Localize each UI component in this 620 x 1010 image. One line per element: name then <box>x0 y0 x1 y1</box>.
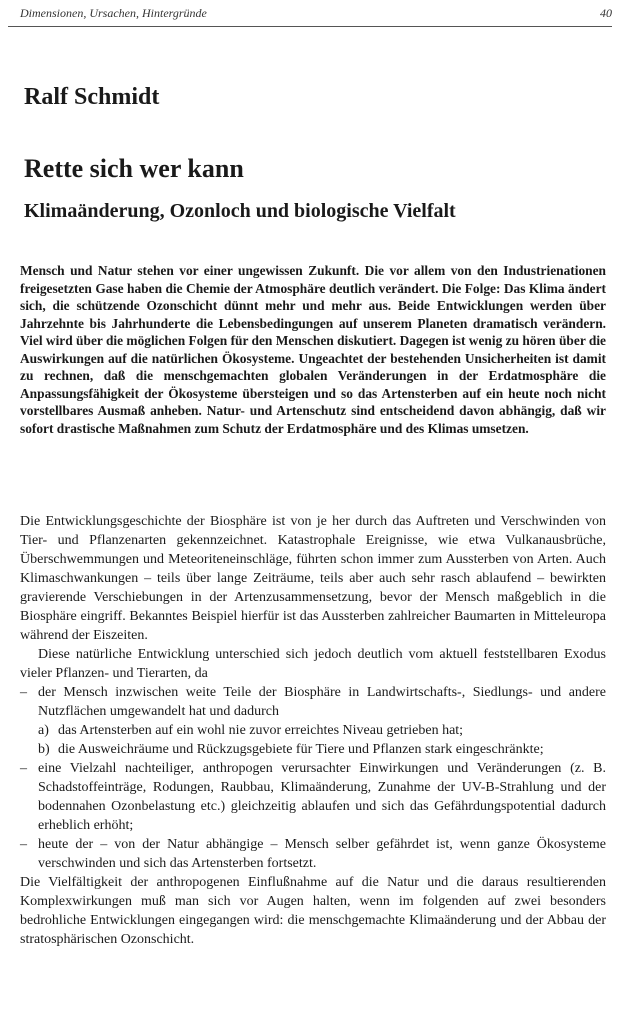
dash-bullet: – <box>20 761 27 776</box>
page-number: 40 <box>600 6 612 20</box>
body-text <box>20 512 606 949</box>
dash-bullet: – <box>20 837 27 852</box>
dash-bullet: – <box>20 685 27 700</box>
list-item <box>20 683 606 721</box>
sub-item-text: die Ausweichräume und Rückzugsgebiete für Tiere und Pflanzen stark eingeschränkte; <box>58 742 544 757</box>
paragraph-1: Die Entwicklungsgeschichte der Biosphäre ist von je her durch das Auftreten und Verschwinden von Tier- und Pflanzenarten gekennzeichnet. Katastrophale Ereignisse, wie etwa Vulkanausbrüche, Überschwemmungen und Meteoriteneinschläge, führten schon immer zum Aussterben von Arten. Auch Klimaschwankungen – teils über lange Zeiträume, teils aber auch sehr rasch ablaufend – bewirkten gravierende Verschiebungen in der Artenzusammensetzung, bevor der Mensch maßgeblich in die Biosphäre eingriff. Bekanntes Beispiel hierfür ist das Aussterben zahlreicher Baumarten in Mitteleuropa während der Eiszeiten. <box>20 514 606 643</box>
paragraph-2: Diese natürliche Entwicklung unterschied sich jedoch deutlich vom aktuell feststellbaren Exodus vieler Pflanzen- und Tierarten, da <box>20 647 606 681</box>
sub-list-item <box>20 740 606 759</box>
sub-list-item <box>20 721 606 740</box>
sub-item-text: das Artensterben auf ein wohl nie zuvor erreichtes Niveau getrieben hat; <box>58 723 464 738</box>
list-item-text: eine Vielzahl nachteiliger, anthropogen verursachter Einwirkungen und Veränderungen (z. B. Schadstoffeinträge, Rodungen, Raubbau, Klimaänderung, Zunahme der UV-B-Strahlung und der bodennahen Ozonbelastung etc.) gleichzeitig ablaufen und sich das Gefährdungspotential dadurch erheblich erhöht; <box>38 761 606 833</box>
author-name: Ralf Schmidt <box>24 84 160 110</box>
header-rule <box>8 26 612 27</box>
running-title: Dimensionen, Ursachen, Hintergründe <box>20 6 207 20</box>
sub-item-label: b) <box>38 742 50 757</box>
list-item-text: der Mensch inzwischen weite Teile der Biosphäre in Landwirtschafts-, Siedlungs- und andere Nutzflächen umgewandelt hat und dadurch <box>38 685 606 719</box>
article-subtitle: Klimaänderung, Ozonloch und biologische Vielfalt <box>24 200 456 222</box>
running-head <box>20 6 612 21</box>
list-item <box>20 759 606 835</box>
paragraph-3: Die Vielfältigkeit der anthropogenen Einflußnahme auf die Natur und die daraus resultierenden Komplexwirkungen muß man sich vor Augen halten, wenn im folgenden auf zwei besonders bedrohliche Entwicklungen eingegangen wird: die menschgemachte Klimaänderung und der Abbau der stratosphärischen Ozonschicht. <box>20 875 606 947</box>
article-title: Rette sich wer kann <box>24 154 244 183</box>
list-item-text: heute der – von der Natur abhängige – Mensch selber gefährdet ist, wenn ganze Ökosysteme verschwinden und sich das Artensterben fortsetzt. <box>38 837 606 871</box>
list-item <box>20 835 606 873</box>
abstract: Mensch und Natur stehen vor einer ungewissen Zukunft. Die vor allem von den Industrienationen freigesetzten Gase haben die Chemie der Atmosphäre deutlich verändert. Die Folge: Das Klima ändert sich, die schützende Ozonschicht dünnt mehr und mehr aus. Beide Entwicklungen werden über Jahrzehnte bis Jahrhunderte die Lebensbedingungen auf unserem Planeten dramatisch verändern. Viel wird über die möglichen Folgen für den Menschen diskutiert. Dagegen ist wenig zu hören über die Auswirkungen auf die natürlichen Ökosysteme. Ungeachtet der bestehenden Unsicherheiten ist damit zu rechnen, daß die menschgemachten globalen Veränderungen in der Erdatmosphäre die Anpassungsfähigkeit der Ökosysteme übersteigen und so das Artensterben auf ein heute noch nicht vorstellbares Ausmaß anheben. Natur- und Artenschutz sind entscheidend davon abhängig, daß wir sofort drastische Maßnahmen zum Schutz der Erdatmosphäre und des Klimas umsetzen. <box>20 263 606 436</box>
sub-item-label: a) <box>38 723 49 738</box>
